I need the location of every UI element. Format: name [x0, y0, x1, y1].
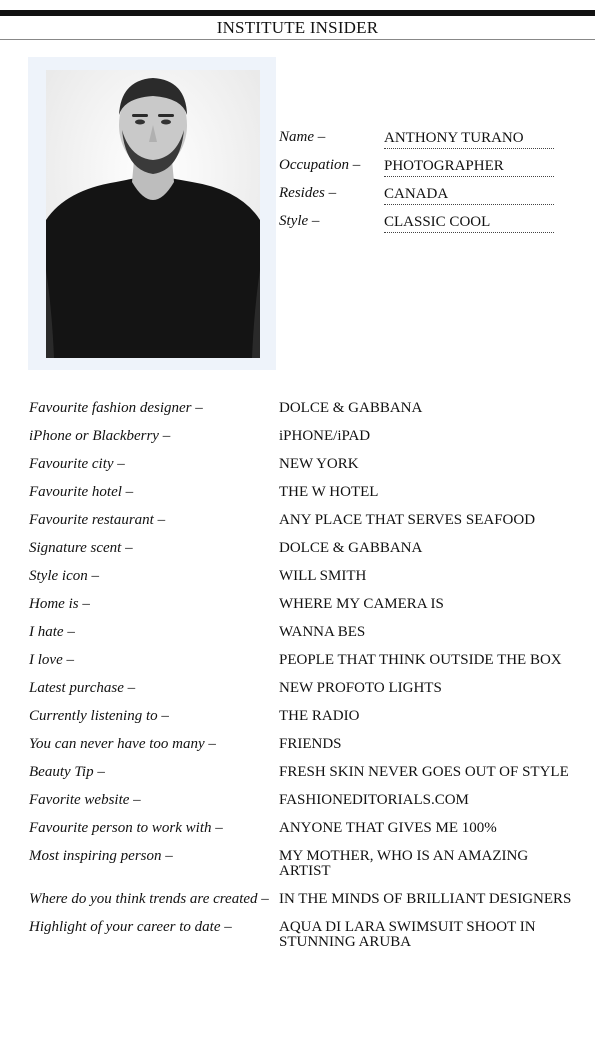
qa-answer: FRIENDS	[279, 736, 342, 752]
qa-question: Highlight of your career to date –	[29, 919, 232, 935]
profile-facts	[279, 129, 579, 241]
qa-row	[29, 401, 589, 416]
qa-answer: NEW YORK	[279, 456, 359, 472]
qa-question: iPhone or Blackberry –	[29, 428, 171, 444]
qa-answer: WHERE MY CAMERA IS	[279, 596, 444, 612]
qa-answer: WANNA BES	[279, 624, 366, 640]
qa-question: Currently listening to –	[29, 708, 169, 724]
profile-value: PHOTOGRAPHER	[384, 157, 554, 177]
qa-row	[29, 625, 589, 640]
qa-question: Where do you think trends are created –	[29, 891, 269, 907]
qa-question: I love –	[29, 652, 74, 668]
qa-row	[29, 892, 589, 907]
qa-row	[29, 849, 589, 879]
profile-label: Occupation –	[279, 157, 361, 173]
qa-answer: NEW PROFOTO LIGHTS	[279, 680, 442, 696]
qa-row	[29, 541, 589, 556]
qa-answer: FASHIONEDITORIALS.COM	[279, 792, 469, 808]
qa-question: Favourite city –	[29, 456, 125, 472]
masthead-top-rule	[0, 10, 595, 16]
qa-answer: IN THE MINDS OF BRILLIANT DESIGNERS	[279, 891, 572, 907]
qa-question: Favourite person to work with –	[29, 820, 223, 836]
qa-row	[29, 920, 589, 950]
qa-question: I hate –	[29, 624, 75, 640]
profile-row-style	[279, 213, 579, 241]
qa-row	[29, 681, 589, 696]
qa-question: Home is –	[29, 596, 90, 612]
qa-question: Most inspiring person –	[29, 848, 173, 864]
qa-answer: iPHONE/iPAD	[279, 428, 371, 444]
qa-answer: ANY PLACE THAT SERVES SEAFOOD	[279, 512, 536, 528]
qa-question: Latest purchase –	[29, 680, 136, 696]
qa-row	[29, 569, 589, 584]
profile-row-occupation	[279, 157, 579, 185]
qa-question: Favourite fashion designer –	[29, 400, 203, 416]
qa-row	[29, 597, 589, 612]
qa-answer: FRESH SKIN NEVER GOES OUT OF STYLE	[279, 764, 569, 780]
qa-answer: AQUA DI LARA SWIMSUIT SHOOT IN STUNNING ARUBA	[279, 919, 536, 950]
qa-answer: DOLCE & GABBANA	[279, 400, 423, 416]
qa-question: Beauty Tip –	[29, 764, 105, 780]
profile-row-name	[279, 129, 579, 157]
qa-question: Favourite restaurant –	[29, 512, 166, 528]
qa-answer: MY MOTHER, WHO IS AN AMAZING ARTIST	[279, 848, 529, 879]
qa-question: Style icon –	[29, 568, 99, 584]
qa-row	[29, 821, 589, 836]
qa-row	[29, 429, 589, 444]
profile-value: CLASSIC COOL	[384, 213, 554, 233]
portrait-photo	[46, 70, 260, 358]
profile-row-resides	[279, 185, 579, 213]
qa-answer: DOLCE & GABBANA	[279, 540, 423, 556]
profile-value: CANADA	[384, 185, 554, 205]
qa-row	[29, 737, 589, 752]
qa-row	[29, 709, 589, 724]
profile-label: Name –	[279, 129, 326, 145]
masthead-title: INSTITUTE INSIDER	[216, 18, 379, 37]
qa-answer: THE RADIO	[279, 708, 360, 724]
qa-row	[29, 653, 589, 668]
qa-answer: WILL SMITH	[279, 568, 367, 584]
qa-row	[29, 485, 589, 500]
qa-question: Favorite website –	[29, 792, 141, 808]
qa-row	[29, 765, 589, 780]
qa-question: Favourite hotel –	[29, 484, 134, 500]
profile-value: ANTHONY TURANO	[384, 129, 554, 149]
qa-answer: THE W HOTEL	[279, 484, 379, 500]
qa-answer: PEOPLE THAT THINK OUTSIDE THE BOX	[279, 652, 562, 668]
qa-question: Signature scent –	[29, 540, 133, 556]
questionnaire	[29, 401, 589, 963]
profile-label: Resides –	[279, 185, 337, 201]
qa-answer: ANYONE THAT GIVES ME 100%	[279, 820, 497, 836]
profile-label: Style –	[279, 213, 320, 229]
masthead-bottom-rule	[0, 39, 595, 40]
qa-question: You can never have too many –	[29, 736, 216, 752]
qa-row	[29, 793, 589, 808]
qa-row	[29, 457, 589, 472]
qa-row	[29, 513, 589, 528]
